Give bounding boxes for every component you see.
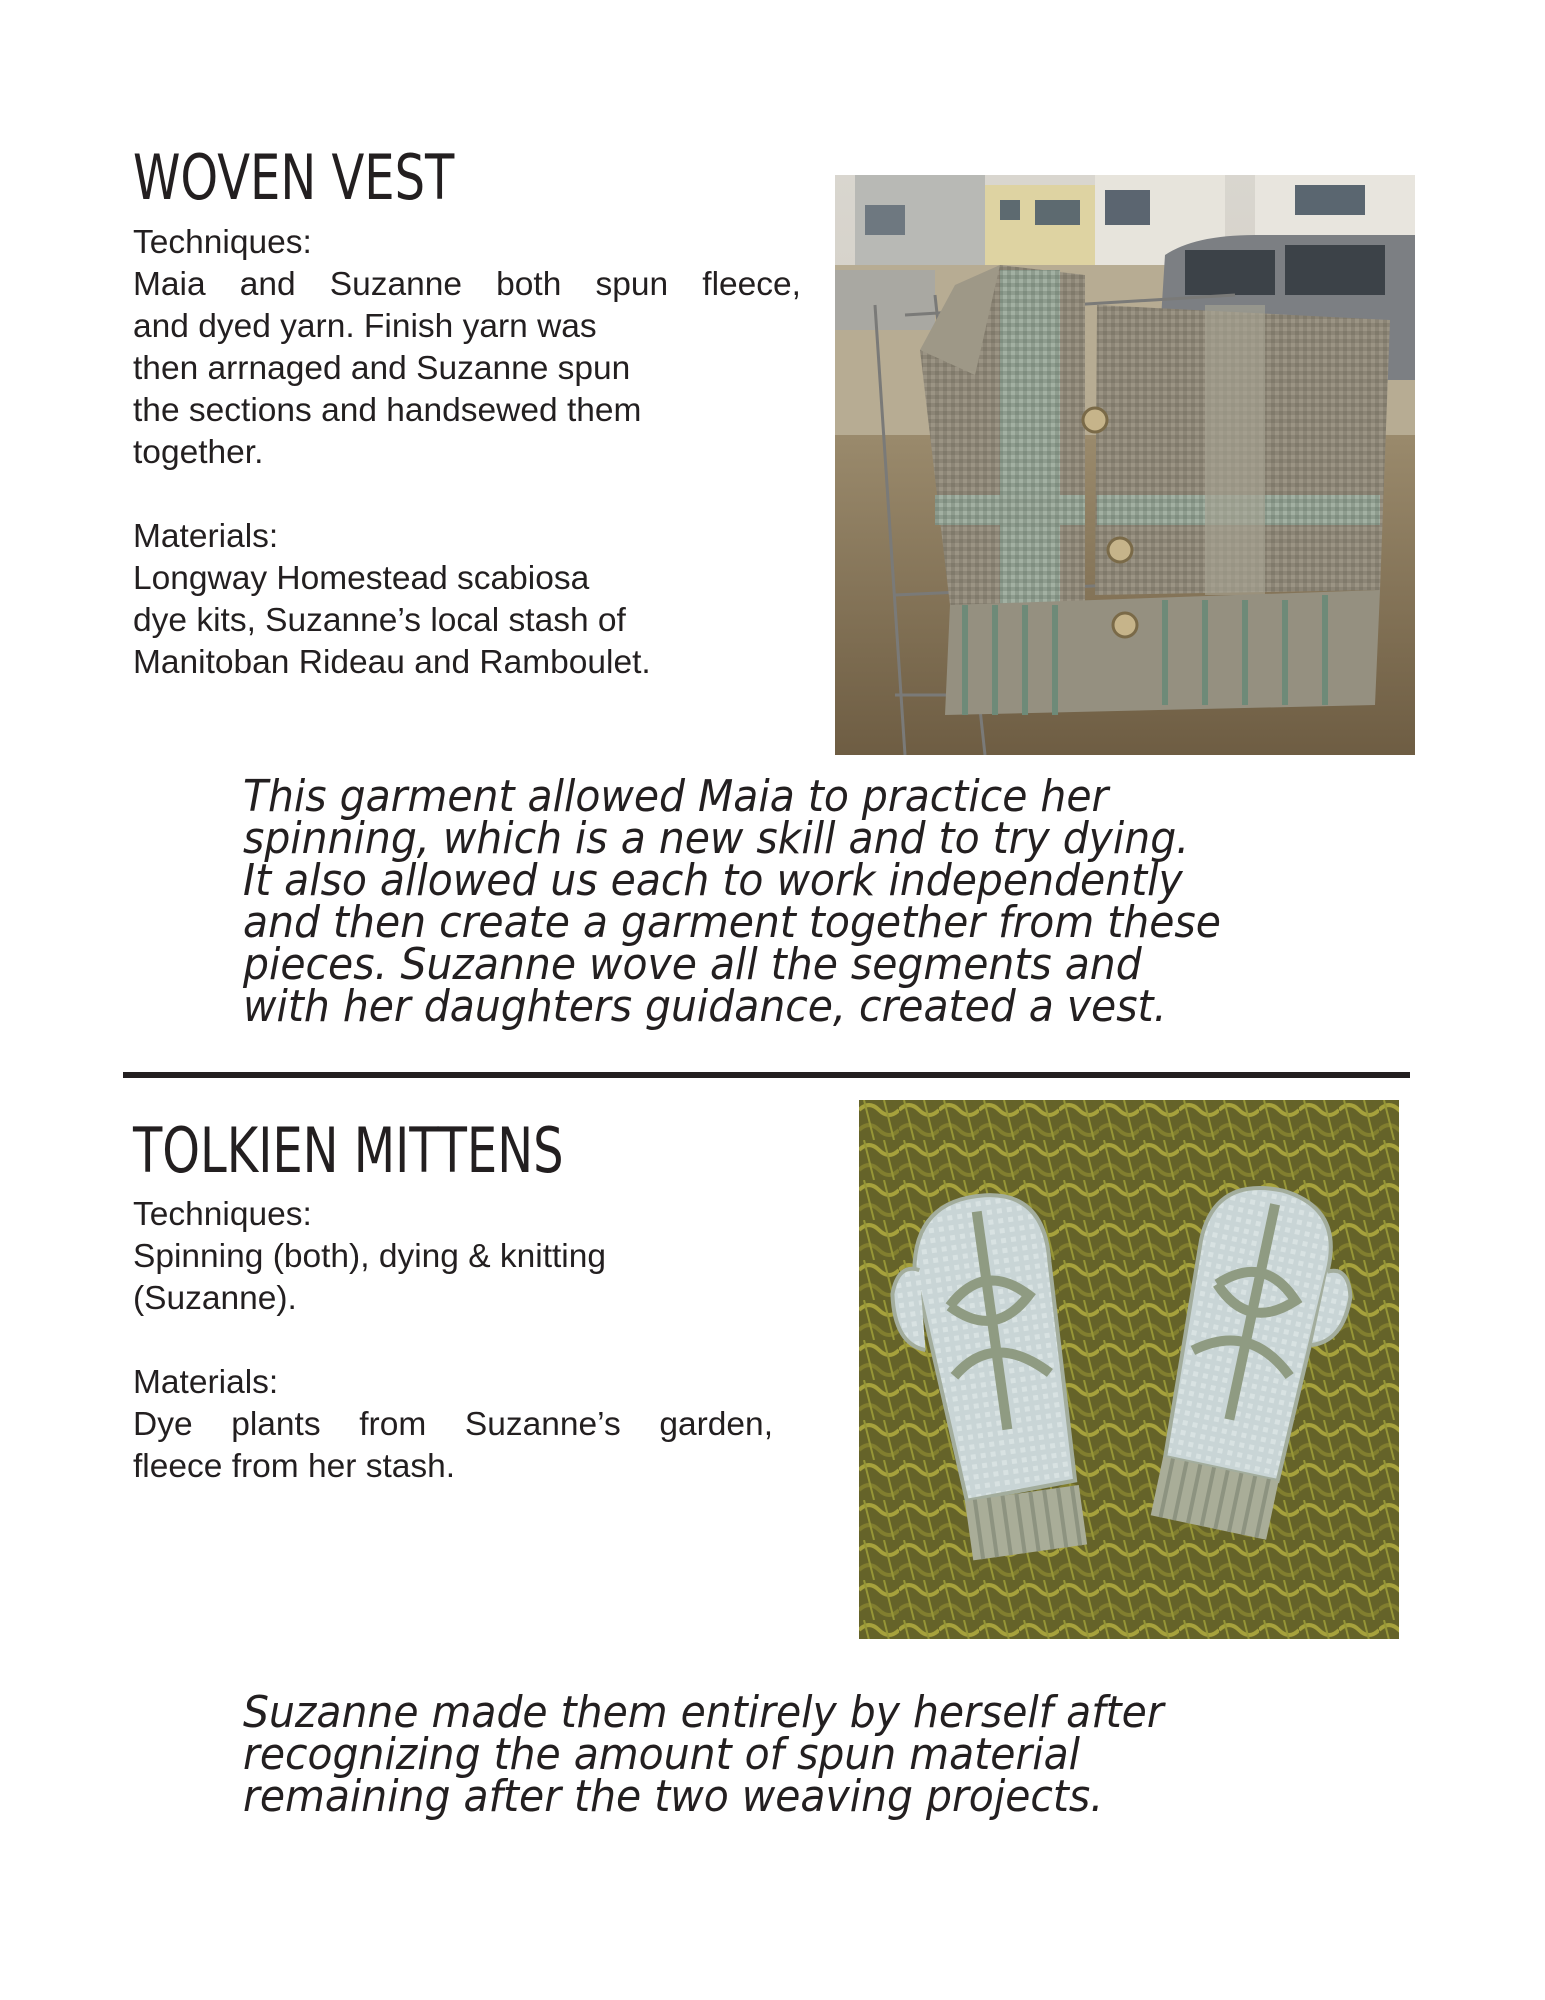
woven-vest-quote: [243, 771, 1221, 1032]
materials-line: Longway Homestead scabiosa: [133, 560, 590, 597]
quote-line: remaining after the two weaving projects.: [243, 1771, 1104, 1822]
techniques-label: Techniques:: [133, 1196, 312, 1233]
section-divider: [123, 1072, 1410, 1078]
tolkien-mittens-quote: [243, 1687, 1164, 1822]
quote-line: with her daughters guidance, created a vest.: [243, 981, 1167, 1032]
quote-line: Suzanne made them entirely by herself after: [243, 1687, 1164, 1738]
techniques-line: Spinning (both), dying & knitting: [133, 1238, 607, 1275]
techniques-line: the sections and handsewed them: [133, 392, 642, 429]
tolkien-mittens-details: [133, 1194, 773, 1488]
materials-label: Materials:: [133, 518, 279, 555]
section-title-tolkien-mittens: TOLKIEN MITTENS: [133, 1114, 564, 1187]
materials-line: Manitoban Rideau and Ramboulet.: [133, 644, 651, 681]
materials-line: dye kits, Suzanne’s local stash of: [133, 602, 626, 639]
techniques-line: and dyed yarn. Finish yarn was: [133, 308, 597, 345]
woven-vest-details: [133, 222, 801, 684]
techniques-line: Maia and Suzanne both spun fleece,: [133, 266, 801, 303]
techniques-line: then arrnaged and Suzanne spun: [133, 350, 631, 387]
materials-label: Materials:: [133, 1364, 279, 1401]
quote-line: pieces. Suzanne wove all the segments and: [243, 939, 1142, 990]
tolkien-mittens-photo: [859, 1100, 1399, 1639]
techniques-label: Techniques:: [133, 224, 312, 261]
woven-vest-photo: [835, 175, 1415, 755]
quote-line: It also allowed us each to work independently: [243, 855, 1183, 906]
materials-line: fleece from her stash.: [133, 1448, 456, 1485]
section-title-woven-vest: WOVEN VEST: [133, 141, 455, 214]
quote-line: and then create a garment together from these: [243, 897, 1221, 948]
quote-line: This garment allowed Maia to practice her: [243, 771, 1109, 822]
techniques-line: (Suzanne).: [133, 1280, 297, 1317]
quote-line: recognizing the amount of spun material: [243, 1729, 1081, 1780]
quote-line: spinning, which is a new skill and to try dying.: [243, 813, 1190, 864]
techniques-line: together.: [133, 434, 264, 471]
materials-line: Dye plants from Suzanne’s garden,: [133, 1406, 773, 1443]
